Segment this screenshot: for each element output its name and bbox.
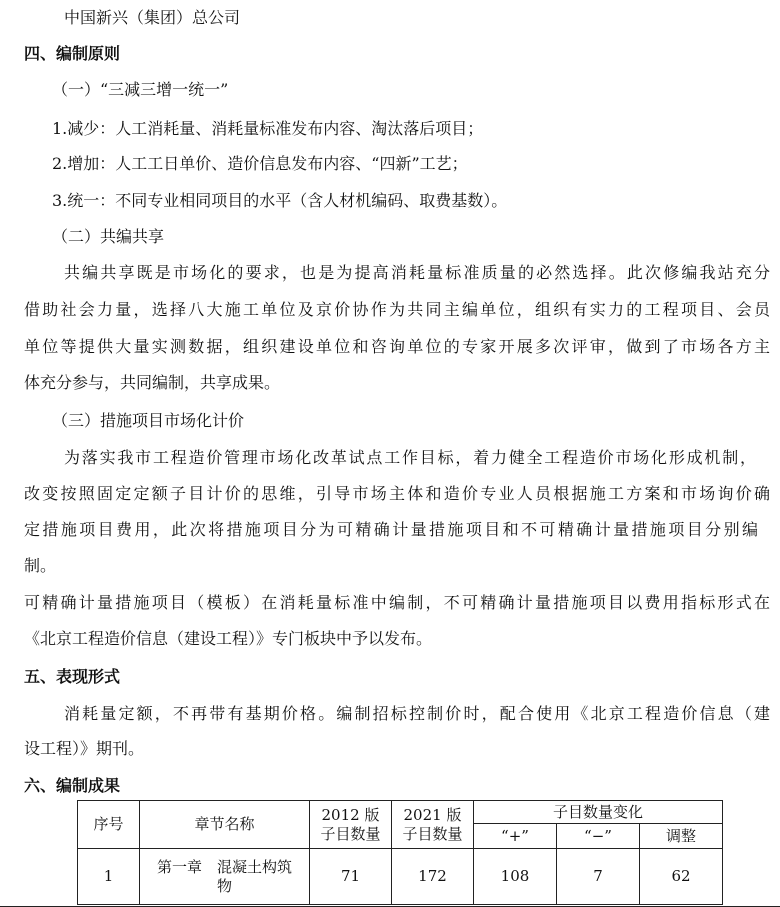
header-chapter: 章节名称 bbox=[140, 801, 310, 849]
paragraph-4-line-2: 《北京工程造价信息（建设工程）》专门板块中予以发布。 bbox=[24, 629, 433, 648]
list-item-unify: 3.统一：不同专业相同项目的水平（含人材机编码、取费基数）。 bbox=[52, 191, 508, 210]
cell-adjust: 62 bbox=[640, 849, 723, 905]
section-6-title: 六、编制成果 bbox=[24, 776, 121, 795]
org-name-line: 中国新兴（集团）总公司 bbox=[64, 8, 241, 27]
header-adjust: 调整 bbox=[640, 824, 723, 849]
header-2012-line-1: 2012 版 bbox=[321, 805, 380, 824]
cell-chapter bbox=[140, 849, 310, 905]
subsection-3-title: （三）措施项目市场化计价 bbox=[52, 411, 245, 430]
cell-minus: 7 bbox=[557, 849, 640, 905]
header-2021 bbox=[392, 801, 474, 849]
paragraph-3-line-3: 定措施项目费用，此次将措施项目分为可精确计量措施项目和不可精确计量措施项目分别编 bbox=[24, 520, 758, 539]
paragraph-3-line-1: 为落实我市工程造价管理市场化改革试点工作目标，着力健全工程造价市场化形成机制， bbox=[64, 448, 756, 467]
table-header-row bbox=[78, 801, 723, 824]
header-plus: “+” bbox=[474, 824, 557, 849]
list-item-reduce: 1.减少：人工消耗量、消耗量标准发布内容、淘汰落后项目； bbox=[52, 119, 484, 138]
paragraph-2-line-4: 体充分参与，共同编制，共享成果。 bbox=[24, 373, 281, 392]
header-2012-line-2: 子目数量 bbox=[320, 824, 381, 843]
paragraph-3-line-4: 制。 bbox=[24, 556, 57, 575]
results-table bbox=[77, 800, 723, 905]
paragraph-5-line-1: 消耗量定额，不再带有基期价格。编制招标控制价时，配合使用《北京工程造价信息（建 bbox=[64, 704, 770, 723]
cell-2021: 172 bbox=[392, 849, 474, 905]
cell-2012: 71 bbox=[310, 849, 392, 905]
paragraph-2-line-2: 借助社会力量，选择八大施工单位及京价协作为共同主编单位，组织有实力的工程项目、会员 bbox=[24, 300, 770, 319]
paragraph-4-line-1: 可精确计量措施项目（模板）在消耗量标准中编制，不可精确计量措施项目以费用指标形式在 bbox=[24, 593, 770, 612]
subsection-1-title: （一）“三减三增一统一” bbox=[52, 80, 229, 99]
cell-seq: 1 bbox=[78, 849, 140, 905]
header-minus: “−” bbox=[557, 824, 640, 849]
paragraph-3-line-2: 改变按照固定定额子目计价的思维，引导市场主体和造价专业人员根据施工方案和市场询价确 bbox=[24, 484, 770, 503]
header-2021-line-2: 子目数量 bbox=[402, 824, 463, 843]
header-2021-line-1: 2021 版 bbox=[403, 805, 462, 824]
cell-plus: 108 bbox=[474, 849, 557, 905]
subsection-2-title: （二）共编共享 bbox=[52, 227, 165, 246]
paragraph-2-line-3: 单位等提供大量实测数据，组织建设单位和咨询单位的专家开展多次评审，做到了市场各方主 bbox=[24, 337, 770, 356]
section-4-title: 四、编制原则 bbox=[24, 44, 121, 63]
paragraph-5-line-2: 设工程）》期刊。 bbox=[24, 739, 145, 758]
paragraph-2-line-1: 共编共享既是市场化的要求，也是为提高消耗量标准质量的必然选择。此次修编我站充分 bbox=[64, 263, 770, 282]
section-5-title: 五、表现形式 bbox=[24, 667, 121, 686]
header-change: 子目数量变化 bbox=[474, 801, 723, 824]
header-seq: 序号 bbox=[78, 801, 140, 849]
cell-chapter-line-1: 第一章 混凝土构筑 bbox=[156, 857, 292, 876]
table-row bbox=[78, 849, 723, 905]
header-2012 bbox=[310, 801, 392, 849]
list-item-increase: 2.增加：人工工日单价、造价信息发布内容、“四新”工艺； bbox=[52, 154, 468, 173]
cell-chapter-line-2: 物 bbox=[216, 876, 232, 895]
